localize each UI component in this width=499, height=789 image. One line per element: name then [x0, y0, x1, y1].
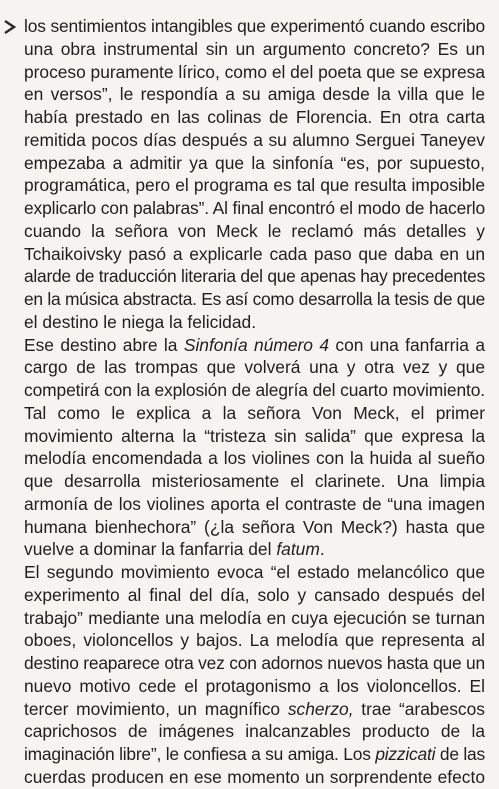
text-run: vuelve a dominar la fanfarria del [24, 539, 277, 560]
text-line [24, 174, 485, 197]
text-line [24, 265, 485, 288]
text-run: fatum [276, 539, 320, 560]
text-run: alarde de traducción literaria del que apenas hay precedentes [24, 266, 485, 287]
text-line [24, 720, 485, 743]
text-line [24, 379, 485, 402]
text-run: experimento al final del día, solo y cansado después del [24, 584, 485, 605]
text-run: con una fanfarria a [329, 334, 485, 355]
text-line [24, 652, 485, 675]
text-line [24, 197, 485, 220]
text-run: competirá con la explosión de alegría del cuarto movimiento. [24, 380, 485, 400]
text-run: había prestado en las colinas de Florencia. En otra carta [24, 107, 485, 127]
text-run: remitida pocos días después a su alumno Serguei Taneyev [24, 129, 485, 150]
text-line [24, 243, 485, 266]
text-run: los sentimientos intangibles que experimentó cuando escribo [24, 16, 485, 36]
text-line [24, 607, 485, 630]
text-line [24, 83, 485, 106]
text-run: caprichosos de imágenes inalcanzables producto de la [24, 721, 485, 742]
text-run: oboes, violoncellos y bajos. La melodía que representa al [24, 630, 485, 651]
text-line [24, 220, 485, 243]
text-run: El segundo movimiento evoca “el estado melancólico que [24, 562, 485, 582]
text-run: . [319, 539, 325, 560]
text-run: en versos”, le respondía a su amiga desde la villa que le [24, 84, 485, 105]
text-run: humana bienhechora” (¿la señora Von Meck?) hasta que [24, 516, 485, 537]
text-run: que desarrolla misteriosamente el clarinete. Una limpia [24, 471, 485, 491]
text-line [24, 38, 485, 61]
text-run: explicarlo con palabras”. Al final encontró el modo de hacerlo [24, 198, 485, 218]
text-run: movimiento alterna la “tristeza sin salida” que expresa la [24, 425, 485, 446]
text-line [24, 743, 485, 766]
text-run: scherzo, [287, 698, 354, 719]
text-run: Tchaikoivsky pasó a explicarle cada paso que daba en un [24, 243, 485, 264]
text-line [24, 698, 485, 721]
text-line [24, 516, 485, 539]
text-run: empezaba a admitir ya que la sinfonía “es, por supuesto, [24, 152, 485, 173]
text-line [24, 629, 485, 652]
text-run: Ese destino abre la [24, 334, 184, 355]
text-line [24, 129, 485, 152]
arrow-right-marker-icon [3, 20, 17, 34]
text-run: Sinfonía número 4 [183, 334, 330, 355]
text-line [24, 766, 485, 789]
text-run: cuando la señora von Meck le reclamó más detalles y [24, 220, 485, 241]
text-line [24, 447, 485, 470]
text-run: armonía de los violines aporta el contraste de “una imagen [24, 493, 485, 514]
text-run: en la música abstracta. Es así como desarrolla la tesis de que [24, 289, 485, 309]
text-line [24, 538, 485, 561]
text-run: cargo de las trompas que volverá una y otra vez y que [24, 357, 485, 378]
text-run: el destino le niega la felicidad. [24, 311, 257, 332]
text-line [24, 311, 485, 334]
text-line [24, 356, 485, 379]
text-line [24, 106, 485, 129]
text-run: tercer movimiento, un magnífico [24, 698, 288, 719]
text-line [24, 493, 485, 516]
text-run: nuevo motivo cede el protagonismo a los violoncellos. El [24, 675, 485, 696]
text-run: Tal como le explica a la señora Von Meck, el primer [24, 402, 485, 423]
text-line [24, 288, 485, 311]
body-text [24, 15, 485, 789]
text-line [24, 584, 485, 607]
text-run: de las [435, 744, 485, 764]
text-line [24, 675, 485, 698]
text-run: trabajo” mediante una melodía en cuya ejecución se turnan [24, 607, 485, 628]
text-line [24, 152, 485, 175]
text-line [24, 402, 485, 425]
text-run: destino reaparece otra vez con adornos nuevos hasta que un [24, 653, 485, 673]
text-run: pizzicati [375, 744, 436, 764]
text-run: imaginación libre”, le confiesa a su amiga. Los [24, 744, 376, 764]
text-run: trae “arabescos [353, 698, 485, 719]
text-run: melodía encomendada a los violines con la huida al sueño [24, 448, 485, 469]
text-run: proceso puramente lírico, como el del poeta que se expresa [24, 61, 485, 82]
text-run: cuerdas producen en ese momento un sorprendente efecto [24, 766, 485, 787]
text-line [24, 15, 485, 38]
text-line [24, 61, 485, 84]
text-line [24, 470, 485, 493]
text-line [24, 334, 485, 357]
text-run: programática, pero el programa es tal que resulta imposible [24, 175, 485, 196]
text-line [24, 561, 485, 584]
text-line [24, 425, 485, 448]
text-run: una obra instrumental sin un argumento concreto? Es un [24, 38, 485, 59]
